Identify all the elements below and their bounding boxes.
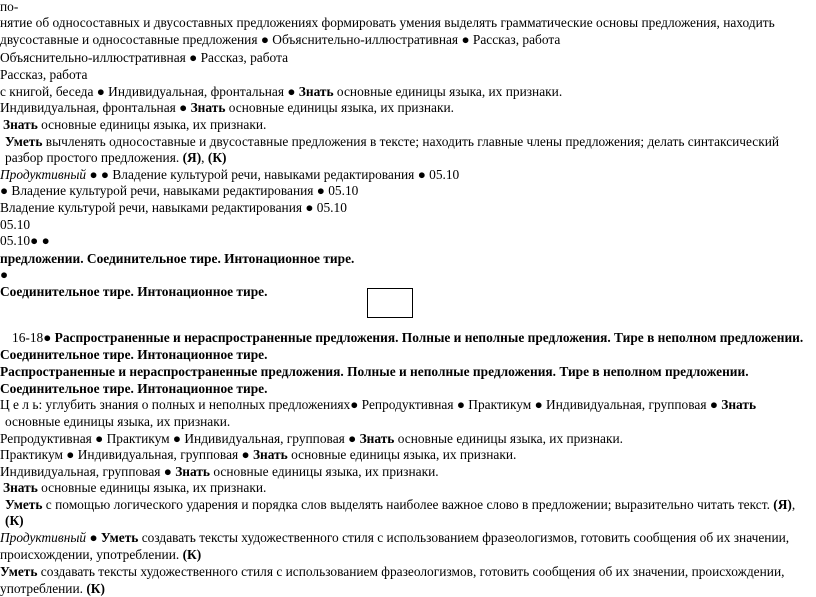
marker-k: (К) xyxy=(86,581,105,596)
text-line xyxy=(0,99,454,116)
text-run: с помощью логического ударения и порядка слов выделять наиболее важное слово в предложении; выразительно читать текст. xyxy=(42,497,774,512)
text-line: основные единицы языка, их признаки. xyxy=(5,414,231,429)
text-line: 05.10● ● xyxy=(0,233,50,248)
keyword-able: Уметь xyxy=(5,134,43,149)
text-line xyxy=(0,446,516,463)
text-run: основные единицы языка, их признаки. xyxy=(287,447,517,462)
text-line xyxy=(0,546,201,563)
keyword-able: Уметь xyxy=(5,497,43,512)
marker-ya: (Я) xyxy=(182,150,202,165)
text-line: ● Владение культурой речи, навыками редактирования ● 05.10 xyxy=(0,183,359,198)
text-line: двусоставные и односоставные предложения ● Объяснительно-иллюстративная ● Рассказ, работа xyxy=(0,32,561,47)
text-line xyxy=(5,149,227,166)
level-label: Продуктивный xyxy=(0,530,87,545)
text-run: разбор простого предложения. xyxy=(5,150,183,165)
text-run: основные единицы языка, их признаки. xyxy=(394,431,623,446)
text-line: Объяснительно-иллюстративная ● Рассказ, работа xyxy=(0,50,289,65)
text-run: основные единицы языка, их признаки. xyxy=(225,100,454,115)
keyword-know: Знать xyxy=(190,100,226,115)
text-line: Распространенные и нераспространенные предложения. Полные и неполные предложения. Тире в неполном предложении. xyxy=(0,364,749,379)
text-line: Владение культурой речи, навыками редактирования ● 05.10 xyxy=(0,200,347,215)
text-run: ● xyxy=(86,530,101,545)
text-line xyxy=(5,496,795,513)
text-run: вычленять односоставные и двусоставные предложения в тексте; находить главные члены предложения; делать синтаксический xyxy=(42,134,780,149)
text-run: основные единицы языка, их признаки. xyxy=(210,464,439,479)
keyword-know: Знать xyxy=(3,480,38,495)
text-line: нятие об односоставных и двусоставных предложениях формировать умения выделять грамматические основы предложения, находить xyxy=(0,15,775,30)
text-run: основные единицы языка, их признаки. xyxy=(37,480,267,495)
marker-ya: (Я) xyxy=(773,497,792,512)
text-run: употреблении. xyxy=(0,581,87,596)
text-line: ● xyxy=(0,267,9,282)
text-run: Индивидуальная, фронтальная ● xyxy=(0,100,191,115)
marker-k: (К) xyxy=(182,547,202,562)
text-run: с книгой, беседа ● Индивидуальная, фронтальная ● xyxy=(0,84,299,99)
text-line: Рассказ, работа xyxy=(0,67,88,82)
keyword-able: Уметь xyxy=(0,564,38,579)
keyword-know: Знать xyxy=(359,431,395,446)
keyword-know: Знать xyxy=(298,84,334,99)
lesson-title: ● Распространенные и нераспространенные предложения. Полные и неполные предложения. Тире в неполном предложении. xyxy=(43,330,804,345)
text-line: (К) xyxy=(5,513,24,528)
text-run: создавать тексты художественного стиля с использованием фразеологизмов, готовить сообщения об их значении, xyxy=(138,530,790,545)
text-line: 05.10 xyxy=(0,217,31,232)
text-line: Соединительное тире. Интонационное тире. xyxy=(0,381,268,396)
text-line: по- xyxy=(0,0,19,14)
level-label: Продуктивный xyxy=(0,167,87,182)
text-line xyxy=(0,430,623,447)
text-line xyxy=(0,396,756,413)
keyword-know: Знать xyxy=(721,397,757,412)
text-run: создавать тексты художественного стиля с использованием фразеологизмов, готовить сообщения об их значении, происхождении, xyxy=(37,564,785,579)
text-line xyxy=(0,166,459,183)
text-line xyxy=(12,329,803,346)
text-line xyxy=(0,463,439,480)
text-line xyxy=(0,563,784,580)
text-run: основные единицы языка, их признаки. xyxy=(333,84,563,99)
text-line xyxy=(0,529,789,546)
text-line xyxy=(0,580,105,597)
text-line: Соединительное тире. Интонационное тире. xyxy=(0,284,268,299)
text-run: основные единицы языка, их признаки. xyxy=(37,117,267,132)
text-run: происхождении, употреблении. xyxy=(0,547,183,562)
text-run: Индивидуальная, групповая ● xyxy=(0,464,176,479)
keyword-know: Знать xyxy=(175,464,211,479)
keyword-know: Знать xyxy=(3,117,38,132)
keyword-able: Уметь xyxy=(100,530,139,545)
lesson-number: 16-18 xyxy=(12,330,44,345)
text-run: Репродуктивная ● Практикум ● Индивидуальная, групповая ● xyxy=(0,431,360,446)
text-run: Практикум ● Индивидуальная, групповая ● xyxy=(0,447,253,462)
text-line xyxy=(5,133,779,150)
text-run: ● ● Владение культурой речи, навыками редактирования ● 05.10 xyxy=(86,167,460,182)
marker-k: (К) xyxy=(207,150,227,165)
text-line: предложении. Соединительное тире. Интонационное тире. xyxy=(0,251,355,266)
text-run: Ц е л ь: углубить знания о полных и неполных предложениях● Репродуктивная ● Практикум ● Индивидуальная, групповая ● xyxy=(0,397,722,412)
text-run: , xyxy=(791,497,796,512)
text-line xyxy=(0,83,562,100)
text-line: Соединительное тире. Интонационное тире. xyxy=(0,347,268,362)
text-line xyxy=(3,479,266,496)
keyword-know: Знать xyxy=(252,447,288,462)
text-run: , xyxy=(201,150,208,165)
empty-frame xyxy=(367,288,413,318)
text-line xyxy=(3,116,266,133)
